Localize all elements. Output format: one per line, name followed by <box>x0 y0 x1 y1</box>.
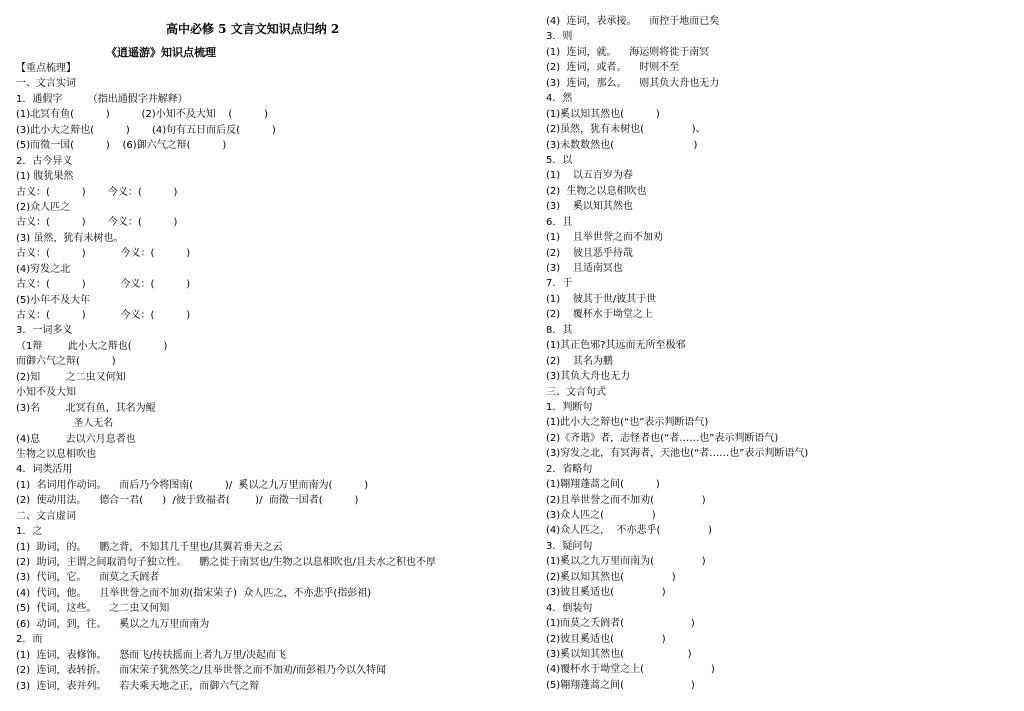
text-line: 4．倒装句 <box>546 602 593 614</box>
text-line: (1)其正色邪?其远而无所至极邪 <box>546 340 686 352</box>
text-line: 2．而 <box>16 634 43 646</box>
text-line: (2)众人匹之 <box>16 201 71 213</box>
text-line: (1)北冥有鱼( ) (2)小知不及大知 ( ) <box>16 109 269 121</box>
text-line: (1)奚以知其然也( ) <box>546 108 660 120</box>
text-line: 5．以 <box>546 154 573 166</box>
text-line: 一、文言实词 <box>16 78 76 90</box>
text-line: 2．古今异义 <box>16 155 73 167</box>
text-line: (2)知 之二虫又何知 <box>16 371 126 383</box>
text-line: 3．疑问句 <box>546 540 593 552</box>
text-line: 【重点梳理】 <box>16 63 76 74</box>
text-line: (1) 彼其于世/彼其于世 <box>546 293 657 305</box>
text-line: (2)奚以知其然也( ) <box>546 571 676 583</box>
text-line: (5) 代词，这些。 之二虫又何知 <box>16 603 170 615</box>
text-line: (2) 其名为鹏 <box>546 355 613 367</box>
text-line: 古义：( ) 今义：( ) <box>16 186 178 198</box>
text-line: 二、文言虚词 <box>16 510 76 522</box>
text-line: (3) 连词，表并列。 若夫乘天地之正，而御六气之辩 <box>16 680 260 692</box>
text-line: 生物之以息相吹也 <box>16 448 96 460</box>
text-line: 1．通假字 （指出通假字并解释） <box>16 93 188 105</box>
text-line: (1) 且举世誉之而不加劝 <box>546 232 663 244</box>
text-line: (2) 覆杯水于坳堂之上 <box>546 309 653 321</box>
text-line: (2) 连词，表转折。 而宋荣子犹然笑之/且举世誉之而不加劝/而彭祖乃今以久特闻 <box>16 665 386 677</box>
text-line: 2．省略句 <box>546 463 593 475</box>
text-line: (2) 使动用法。 德合一君( ) /彼于致福者( )/ 而徵一国者( ) <box>16 495 359 507</box>
text-line: (1) 以五百岁为春 <box>546 170 633 182</box>
text-line: 小知不及大知 <box>16 387 76 399</box>
text-line: (3) 连词，那么。 则其负大舟也无力 <box>546 77 720 89</box>
text-line: (2) 连词，或者。 时则不至 <box>546 62 680 74</box>
text-line: (3) 且适南冥也 <box>546 263 623 274</box>
text-line: 6．且 <box>546 216 573 228</box>
text-line: (6) 动词，到，往。 奚以之九万里而南为 <box>16 618 210 630</box>
text-line: (4) 代词，他。 且举世誉之而不加劝(指宋荣子) 众人匹之，不亦悲乎(指彭祖) <box>16 587 372 599</box>
text-line: (1) 名词用作动词。 而后乃今将图南( )/ 奚以之九万里而南为( ) <box>16 479 369 491</box>
left-text-list <box>16 61 526 694</box>
text-line: (1)而莫之夭阏者( ) <box>546 618 695 630</box>
text-line: 1．判断句 <box>546 401 593 413</box>
text-line: 古义：( ) 今义：( ) <box>16 310 191 321</box>
text-line: (4)众人匹之， 不亦悲乎( ) <box>546 525 713 537</box>
text-line: (3)众人匹之( ) <box>546 510 656 521</box>
text-line: (3) 代词，它。 而莫之夭阏者 <box>16 572 160 584</box>
text-line: 古义：( ) 今义：( ) <box>16 217 178 229</box>
text-line: (3)其负大舟也无力 <box>546 371 631 383</box>
text-line: (2) 生物之以息相吹也 <box>546 185 647 197</box>
text-line: (2) 助词，主谓之间取消句子独立性。 鹏之徙于南冥也/生物之以息相吹也/且夫水之积也不厚 <box>16 557 436 568</box>
text-line: (2)彼且奚适也( ) <box>546 633 666 645</box>
text-line: 古义：( ) 今义：( ) <box>16 279 191 291</box>
text-line: (3)名 北冥有鱼，其名为鲲 <box>16 402 156 414</box>
right-text-list <box>546 14 1016 693</box>
text-line: (1)奚以之九万里而南为( ) <box>546 556 706 568</box>
text-line: (4)息 去以六月息者也 <box>16 433 136 445</box>
text-line: 8．其 <box>546 324 573 336</box>
section-subtitle: 《逍遥游》知识点梳理 <box>106 46 216 59</box>
text-line: (4) 连词，表承接。 而控于地而已矣 <box>546 16 720 27</box>
text-line: 古义：( ) 今义：( ) <box>16 248 191 260</box>
text-line: 4．词类活用 <box>16 464 73 476</box>
text-line: 圣人无名 <box>16 418 114 430</box>
text-line: （1辩 此小大之辩也( ) <box>16 340 168 352</box>
text-line: (1)此小大之辩也(“也”表示判断语气) <box>546 417 709 429</box>
text-line: (3) 虽然，犹有未树也。 <box>16 232 124 244</box>
text-line: 4．然 <box>546 93 573 105</box>
text-line: (3) 奚以知其然也 <box>546 201 633 213</box>
text-line: (3)奚以知其然也( ) <box>546 648 692 660</box>
text-line: (1) 连词，就。 海运则将徙于南冥 <box>546 46 710 58</box>
text-line: (5)小年不及大年 <box>16 294 91 306</box>
text-line: (2)且举世誉之而不加劝( ) <box>546 494 706 506</box>
text-line: (4)穷发之北 <box>16 263 71 275</box>
text-line: 三、文言句式 <box>546 386 606 398</box>
text-line: (3)彼且奚适也( ) <box>546 587 666 599</box>
text-line: (5)而徵一国( ) (6)御六气之辩( ) <box>16 140 227 152</box>
text-line: (2)虽然，犹有未树也( )、 <box>546 124 706 136</box>
text-line: 而御六气之辩( ) <box>16 356 116 368</box>
text-line: 3．则 <box>546 31 573 43</box>
text-line: 1．之 <box>16 526 43 538</box>
text-line: (1)翱翔蓬蒿之间( ) <box>546 479 660 491</box>
text-line: (1) 助词，的。 鹏之背，不知其几千里也/其翼若垂天之云 <box>16 541 283 553</box>
text-line: (1) 腹犹果然 <box>16 171 74 183</box>
text-line: 7．于 <box>546 278 573 290</box>
text-line: (3)此小大之辩也( ) (4)旬有五日而后反( ) <box>16 124 276 136</box>
document-title: 高中必修 5 文言文知识点归纳 2 <box>166 22 340 36</box>
text-line: (5)翱翔蓬蒿之间( ) <box>546 679 695 691</box>
text-line: (2)《齐谐》者，志怪者也(“者……也”表示判断语气) <box>546 432 779 444</box>
text-line: (2) 彼且恶乎待哉 <box>546 247 633 259</box>
text-line: (3)未数数然也( ) <box>546 139 698 151</box>
text-line: 3．一词多义 <box>16 325 73 337</box>
text-line: (1) 连词，表修饰。 怒而飞/抟扶摇而上者九万里/决起而飞 <box>16 649 286 661</box>
text-line: (4)覆杯水于坳堂之上( ) <box>546 664 715 676</box>
text-line: (3)穷发之北，有冥海者，天池也(“者……也”表示判断语气) <box>546 448 809 460</box>
